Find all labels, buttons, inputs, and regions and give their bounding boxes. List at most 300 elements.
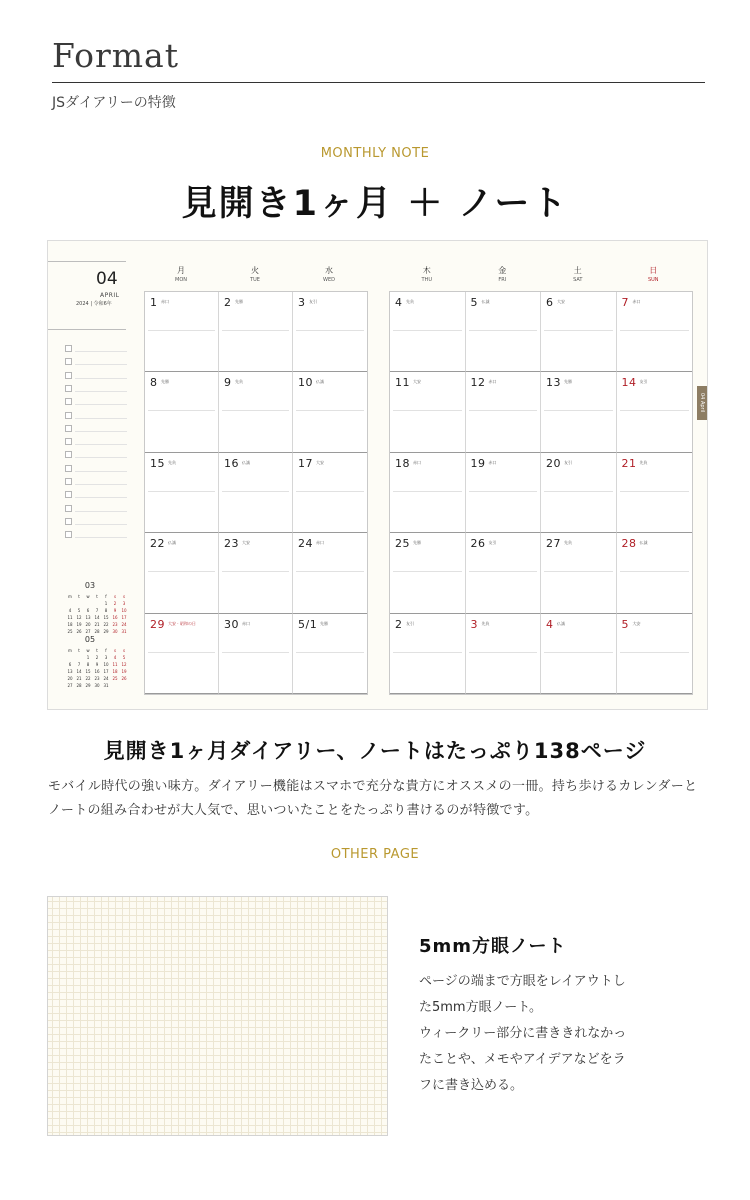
calendar-day-rokuyo: 先勝 bbox=[564, 379, 572, 385]
mini-calendar-day: 11 bbox=[112, 662, 118, 667]
mini-calendar-day: 30 bbox=[112, 629, 118, 634]
mini-calendar-title: 05 bbox=[84, 635, 96, 644]
calendar-cell-subline bbox=[469, 491, 538, 492]
todo-checkbox-icon bbox=[65, 451, 72, 458]
weekday-header-jp: 火 bbox=[251, 266, 259, 275]
mini-calendar-day: s bbox=[122, 594, 126, 599]
calendar-day-number: 30 bbox=[224, 617, 239, 631]
month-index-tab: 04 April bbox=[697, 386, 707, 420]
weekday-header bbox=[218, 265, 292, 283]
calendar-cell-subline bbox=[469, 652, 538, 653]
mini-calendar-day: f bbox=[105, 594, 107, 599]
calendar-day-cell bbox=[219, 614, 293, 694]
weekday-header bbox=[540, 265, 616, 283]
mini-calendar-day: t bbox=[78, 648, 80, 653]
mini-calendar-day: 6 bbox=[86, 608, 90, 613]
mini-calendar-day: 23 bbox=[94, 676, 100, 681]
mini-calendar-day: 31 bbox=[103, 683, 109, 688]
calendar-day-rokuyo: 先勝 bbox=[235, 299, 243, 304]
mini-calendar-day: 31 bbox=[121, 629, 127, 634]
calendar-day-cell bbox=[466, 453, 542, 533]
calendar-day-cell bbox=[390, 614, 466, 694]
calendar-day-number: 15 bbox=[150, 456, 165, 470]
weekday-header bbox=[616, 265, 692, 283]
mini-calendar-day: t bbox=[78, 594, 80, 599]
todo-checkbox-icon bbox=[65, 438, 72, 445]
mini-calendar-day: 21 bbox=[76, 676, 82, 681]
calendar-day-cell bbox=[390, 372, 466, 452]
calendar-day-cell bbox=[617, 533, 693, 613]
mini-calendar-day: s bbox=[122, 648, 126, 653]
todo-checkbox-icon bbox=[65, 372, 72, 379]
note-line: ページの端まで方眼をレイアウトし bbox=[419, 974, 626, 989]
mini-calendar-day bbox=[111, 683, 119, 688]
mini-calendar-day: 22 bbox=[85, 676, 91, 681]
mini-calendar-row bbox=[66, 683, 128, 688]
weekday-header bbox=[144, 265, 218, 283]
mini-calendar-day: 29 bbox=[85, 683, 91, 688]
calendar-cell-subline bbox=[393, 571, 462, 572]
weekday-header-en: SUN bbox=[647, 277, 659, 283]
todo-checkbox-icon bbox=[65, 478, 72, 485]
calendar-day-rokuyo: 大安 bbox=[242, 540, 250, 546]
calendar-day-cell bbox=[541, 533, 617, 613]
calendar-cell-subline bbox=[620, 571, 690, 572]
calendar-cell-subline bbox=[222, 491, 289, 492]
note-line: た5mm方眼ノート。 bbox=[419, 1000, 543, 1015]
section-description: モバイル時代の強い味方。ダイアリー機能はスマホで充分な貴方にオススメの一冊。持ち歩けるカレンダーとノートの組み合わせが大人気で、思いついたことをたっぷり書けるのが特徴です。 bbox=[48, 779, 698, 818]
todo-checkbox-icon bbox=[65, 345, 72, 352]
calendar-cell-subline bbox=[148, 571, 215, 572]
calendar-day-rokuyo: 先負 bbox=[406, 299, 414, 304]
weekday-header-jp: 日 bbox=[649, 266, 658, 275]
mini-calendar-day: 26 bbox=[121, 676, 127, 681]
mini-calendar-day: 7 bbox=[77, 662, 81, 667]
mini-calendar-day bbox=[66, 655, 74, 660]
calendar-cell-subline bbox=[544, 491, 613, 492]
calendar-cell-subline bbox=[393, 491, 462, 492]
calendar-day-rokuyo: 大安 bbox=[557, 299, 565, 304]
weekday-header bbox=[389, 265, 465, 283]
calendar-day-rokuyo: 先勝 bbox=[320, 620, 328, 626]
calendar-day-cell bbox=[145, 292, 219, 372]
mini-calendar-day: 20 bbox=[67, 676, 73, 681]
note-line: フに書き込める。 bbox=[419, 1078, 524, 1093]
mini-calendar-row bbox=[66, 669, 128, 674]
mini-calendar-row bbox=[66, 594, 128, 599]
weekday-header-jp: 金 bbox=[498, 266, 507, 275]
calendar-day-number: 16 bbox=[224, 456, 239, 470]
section-headline-diary: 見開き1ヶ月ダイアリー、ノートはたっぷり138ページ bbox=[103, 739, 647, 763]
mini-calendar-day: 19 bbox=[76, 622, 82, 627]
calendar-day-cell bbox=[219, 372, 293, 452]
calendar-day-number: 29 bbox=[150, 617, 165, 631]
calendar-left-page bbox=[144, 291, 368, 695]
calendar-day-rokuyo: 先負 bbox=[564, 540, 572, 546]
mini-calendar-day: 2 bbox=[95, 655, 99, 660]
calendar-day-rokuyo: 赤口 bbox=[488, 459, 497, 465]
mini-calendar-day: 20 bbox=[85, 622, 91, 627]
calendar-right-page bbox=[389, 291, 693, 695]
calendar-day-number: 26 bbox=[470, 537, 486, 551]
note-line: ウィークリー部分に書ききれなかっ bbox=[419, 1026, 627, 1041]
calendar-day-number: 7 bbox=[621, 296, 629, 309]
calendar-day-rokuyo: 赤口 bbox=[161, 299, 169, 304]
calendar-day-rokuyo: 大安 bbox=[632, 620, 641, 626]
mini-calendar-row bbox=[66, 622, 128, 627]
calendar-day-rokuyo: 仏滅 bbox=[242, 459, 250, 465]
todo-checkbox-icon bbox=[65, 412, 72, 419]
calendar-day-rokuyo: 友引 bbox=[564, 459, 572, 465]
todo-line bbox=[75, 404, 127, 405]
calendar-day-rokuyo: 赤口 bbox=[242, 620, 250, 626]
weekday-header-jp: 水 bbox=[325, 266, 333, 275]
calendar-day-cell bbox=[617, 453, 693, 533]
diary-sidebar bbox=[48, 241, 130, 709]
calendar-day-rokuyo: 仏滅 bbox=[557, 620, 565, 626]
mini-calendar-day: 19 bbox=[121, 669, 127, 674]
calendar-day-cell bbox=[293, 533, 367, 613]
mini-calendar-day: 3 bbox=[122, 601, 126, 606]
mini-calendar-day: t bbox=[96, 594, 98, 599]
calendar-day-cell bbox=[617, 292, 693, 372]
calendar-day-cell bbox=[390, 533, 466, 613]
mini-calendar-day bbox=[93, 601, 101, 606]
mini-calendar-day bbox=[84, 601, 92, 606]
todo-line bbox=[75, 351, 127, 352]
note-line: たことや、メモやアイデアなどをラ bbox=[419, 1052, 626, 1067]
calendar-day-number: 14 bbox=[621, 376, 637, 390]
mini-calendar-day: 7 bbox=[95, 608, 99, 613]
calendar-day-cell bbox=[145, 372, 219, 452]
todo-checkbox-icon bbox=[65, 358, 72, 365]
calendar-day-rokuyo: 先勝 bbox=[161, 379, 169, 385]
mini-calendar-day: f bbox=[105, 648, 107, 653]
calendar-cell-subline bbox=[296, 491, 364, 492]
mini-calendar-day: w bbox=[86, 594, 90, 599]
mini-calendar-day: 27 bbox=[85, 629, 91, 634]
mini-calendar-day: 25 bbox=[67, 629, 73, 634]
mini-calendar-day: 30 bbox=[94, 683, 100, 688]
todo-line bbox=[75, 364, 127, 365]
todo-line bbox=[75, 497, 127, 498]
weekday-header-jp: 月 bbox=[177, 266, 185, 275]
mini-calendar-day: 27 bbox=[67, 683, 73, 688]
calendar-day-rokuyo: 仏滅 bbox=[316, 379, 324, 385]
calendar-cell-subline bbox=[544, 410, 613, 411]
diary-month-name: APRIL bbox=[100, 292, 120, 299]
calendar-cell-subline bbox=[148, 330, 215, 331]
calendar-day-cell bbox=[390, 292, 466, 372]
calendar-day-rokuyo: 友引 bbox=[639, 379, 648, 385]
mini-calendar-day: 29 bbox=[103, 629, 109, 634]
weekday-header bbox=[465, 265, 541, 283]
calendar-day-number: 27 bbox=[546, 537, 561, 551]
mini-calendar-day: 17 bbox=[121, 615, 127, 620]
mini-calendar-day: 18 bbox=[67, 622, 73, 627]
calendar-day-number: 21 bbox=[621, 456, 637, 470]
todo-line bbox=[75, 391, 127, 392]
mini-calendar-day: 28 bbox=[94, 629, 100, 634]
title-divider bbox=[52, 82, 705, 83]
weekday-header-jp: 土 bbox=[573, 266, 582, 275]
weekday-header-en: WED bbox=[323, 277, 335, 283]
calendar-cell-subline bbox=[469, 410, 538, 411]
calendar-day-number: 28 bbox=[621, 537, 637, 551]
calendar-day-number: 3 bbox=[298, 296, 306, 309]
mini-calendar-day: 12 bbox=[121, 662, 127, 667]
calendar-day-rokuyo: 大安 bbox=[316, 459, 324, 465]
mini-calendar-day: 8 bbox=[104, 608, 108, 613]
section-kicker-monthly: MONTHLY NOTE bbox=[320, 146, 430, 161]
mini-calendar-day: 24 bbox=[103, 676, 109, 681]
calendar-day-cell bbox=[219, 453, 293, 533]
mini-calendar-day: m bbox=[68, 594, 72, 599]
calendar-day-number: 11 bbox=[395, 376, 410, 390]
graph-note-image bbox=[47, 896, 388, 1136]
mini-calendar-day: 18 bbox=[112, 669, 118, 674]
calendar-cell-subline bbox=[148, 491, 215, 492]
calendar-day-number: 18 bbox=[395, 456, 410, 470]
mini-calendar-row bbox=[66, 655, 128, 660]
weekday-header-en: MON bbox=[175, 277, 187, 283]
calendar-day-rokuyo: 先負 bbox=[168, 459, 176, 465]
todo-line bbox=[75, 537, 127, 538]
note-title: 5mm方眼ノート bbox=[419, 936, 567, 957]
calendar-day-cell bbox=[466, 292, 542, 372]
calendar-day-number: 24 bbox=[298, 537, 313, 551]
mini-calendar-day: 6 bbox=[68, 662, 72, 667]
calendar-day-rokuyo: 先負 bbox=[639, 459, 648, 465]
mini-calendar-day bbox=[75, 601, 83, 606]
calendar-cell-subline bbox=[620, 652, 690, 653]
calendar-day-number: 6 bbox=[546, 296, 554, 309]
calendar-cell-subline bbox=[148, 652, 215, 653]
mini-calendar-day: 9 bbox=[95, 662, 99, 667]
calendar-day-rokuyo: 仏滅 bbox=[168, 540, 176, 546]
calendar-day-number: 5 bbox=[470, 296, 478, 309]
mini-calendar-day: 15 bbox=[103, 615, 109, 620]
weekday-header-jp: 木 bbox=[422, 266, 431, 275]
mini-calendar-day: 10 bbox=[103, 662, 109, 667]
calendar-day-cell bbox=[293, 292, 367, 372]
calendar-day-cell bbox=[541, 372, 617, 452]
mini-calendar-day: t bbox=[96, 648, 98, 653]
calendar-day-cell bbox=[617, 372, 693, 452]
mini-calendar-row bbox=[66, 676, 128, 681]
mini-calendar-day: 21 bbox=[94, 622, 100, 627]
calendar-day-cell bbox=[541, 453, 617, 533]
mini-calendar-day: 23 bbox=[112, 622, 118, 627]
mini-calendar-row bbox=[66, 629, 128, 634]
calendar-cell-subline bbox=[544, 571, 613, 572]
mini-calendar-row bbox=[66, 648, 128, 653]
mini-calendar-day: 13 bbox=[67, 669, 73, 674]
calendar-day-number: 8 bbox=[150, 376, 158, 390]
calendar-cell-subline bbox=[620, 330, 690, 331]
mini-calendar-day: 1 bbox=[86, 655, 90, 660]
calendar-day-cell bbox=[145, 453, 219, 533]
mini-calendar-day: 28 bbox=[76, 683, 82, 688]
todo-line bbox=[75, 418, 127, 419]
calendar-day-number: 9 bbox=[224, 376, 232, 390]
weekday-header-en: FRI bbox=[498, 277, 507, 283]
calendar-day-number: 5 bbox=[621, 617, 629, 631]
mini-calendar-day bbox=[66, 601, 74, 606]
calendar-cell-subline bbox=[393, 410, 462, 411]
mini-calendar-day: 5 bbox=[122, 655, 126, 660]
mini-calendar-day: 16 bbox=[94, 669, 100, 674]
todo-line bbox=[75, 511, 127, 512]
mini-calendar-day: 10 bbox=[121, 608, 127, 613]
section-kicker-other: OTHER PAGE bbox=[330, 847, 420, 862]
todo-checkbox-icon bbox=[65, 518, 72, 525]
calendar-cell-subline bbox=[296, 652, 364, 653]
page-title: Format bbox=[52, 36, 179, 75]
calendar-day-cell bbox=[145, 533, 219, 613]
todo-line bbox=[75, 524, 127, 525]
mini-calendar-day: 12 bbox=[76, 615, 82, 620]
mini-calendar-day bbox=[120, 683, 128, 688]
section-headline-monthly: 見開き1ヶ月 ＋ ノート bbox=[181, 184, 569, 224]
calendar-day-cell bbox=[466, 614, 542, 694]
mini-calendar-day: 4 bbox=[113, 655, 117, 660]
calendar-day-rokuyo: 大安 · 昭和の日 bbox=[168, 620, 196, 626]
weekday-header-en: TUE bbox=[250, 277, 260, 283]
todo-checkbox-icon bbox=[65, 385, 72, 392]
calendar-day-cell bbox=[541, 614, 617, 694]
mini-calendar-day: 17 bbox=[103, 669, 109, 674]
calendar-cell-subline bbox=[469, 330, 538, 331]
calendar-day-rokuyo: 先負 bbox=[235, 379, 243, 385]
calendar-cell-subline bbox=[296, 410, 364, 411]
mini-calendar-day: 15 bbox=[85, 669, 91, 674]
calendar-cell-subline bbox=[469, 571, 538, 572]
calendar-day-cell bbox=[293, 453, 367, 533]
mini-calendar-day: 2 bbox=[113, 601, 117, 606]
mini-calendar-day: 1 bbox=[104, 601, 108, 606]
calendar-cell-subline bbox=[620, 491, 690, 492]
weekday-header bbox=[292, 265, 366, 283]
calendar-day-rokuyo: 仏滅 bbox=[481, 299, 490, 304]
diary-year-line: 2024 | 令和6年 bbox=[76, 301, 112, 307]
mini-calendar-day: 4 bbox=[68, 608, 72, 613]
mini-calendar-day: m bbox=[68, 648, 72, 653]
mini-calendar-day: 22 bbox=[103, 622, 109, 627]
todo-checkbox-icon bbox=[65, 531, 72, 538]
mini-calendar-row bbox=[66, 615, 128, 620]
weekday-header-en: SAT bbox=[573, 277, 583, 283]
calendar-day-cell bbox=[466, 372, 542, 452]
calendar-cell-subline bbox=[393, 652, 462, 653]
calendar-day-cell bbox=[219, 533, 293, 613]
calendar-cell-subline bbox=[222, 652, 289, 653]
weekday-header-en: THU bbox=[421, 277, 432, 283]
calendar-day-cell bbox=[219, 292, 293, 372]
mini-calendar-row bbox=[66, 662, 128, 667]
calendar-cell-subline bbox=[148, 410, 215, 411]
calendar-day-number: 1 bbox=[150, 296, 158, 309]
calendar-cell-subline bbox=[222, 330, 289, 331]
calendar-day-number: 5/1 bbox=[298, 617, 318, 631]
calendar-day-rokuyo: 赤口 bbox=[316, 540, 324, 546]
mini-calendar-day: 11 bbox=[67, 615, 73, 620]
page-subtitle: JSダイアリーの特徴 bbox=[52, 95, 176, 111]
calendar-cell-subline bbox=[296, 330, 364, 331]
calendar-cell-subline bbox=[222, 571, 289, 572]
todo-checkbox-icon bbox=[65, 505, 72, 512]
calendar-cell-subline bbox=[393, 330, 462, 331]
calendar-day-number: 2 bbox=[224, 296, 232, 309]
calendar-day-cell bbox=[466, 533, 542, 613]
calendar-day-cell bbox=[293, 614, 367, 694]
calendar-day-number: 17 bbox=[298, 456, 313, 470]
sidebar-rule bbox=[48, 261, 126, 262]
calendar-cell-subline bbox=[620, 410, 690, 411]
calendar-day-number: 23 bbox=[224, 537, 239, 551]
calendar-day-rokuyo: 先勝 bbox=[413, 540, 421, 546]
calendar-day-number: 19 bbox=[470, 456, 486, 470]
calendar-day-cell bbox=[541, 292, 617, 372]
calendar-day-number: 2 bbox=[395, 617, 403, 631]
calendar-day-number: 25 bbox=[395, 537, 410, 551]
note-description bbox=[419, 969, 684, 1099]
calendar-day-cell bbox=[145, 614, 219, 694]
mini-calendar-day: 5 bbox=[77, 608, 81, 613]
mini-calendar-row bbox=[66, 608, 128, 613]
todo-line bbox=[75, 484, 127, 485]
calendar-day-number: 13 bbox=[546, 376, 561, 390]
calendar-cell-subline bbox=[544, 330, 613, 331]
calendar-day-number: 12 bbox=[470, 376, 486, 390]
calendar-day-number: 20 bbox=[546, 456, 561, 470]
todo-line bbox=[75, 431, 127, 432]
todo-checkbox-icon bbox=[65, 465, 72, 472]
calendar-day-cell bbox=[390, 453, 466, 533]
mini-calendar-row bbox=[66, 601, 128, 606]
mini-calendar-day: 14 bbox=[94, 615, 100, 620]
calendar-day-rokuyo: 友引 bbox=[488, 540, 497, 546]
todo-checkbox-icon bbox=[65, 398, 72, 405]
mini-calendar-day: 8 bbox=[86, 662, 90, 667]
calendar-day-cell bbox=[293, 372, 367, 452]
todo-line bbox=[75, 457, 127, 458]
calendar-day-rokuyo: 友引 bbox=[406, 620, 414, 626]
todo-checkbox-icon bbox=[65, 491, 72, 498]
calendar-day-rokuyo: 大安 bbox=[413, 379, 421, 385]
sidebar-rule bbox=[48, 329, 126, 330]
calendar-day-number: 22 bbox=[150, 537, 165, 551]
todo-line bbox=[75, 378, 127, 379]
mini-calendar-day: 14 bbox=[76, 669, 82, 674]
diary-month-number: 04 bbox=[96, 269, 118, 289]
mini-calendar-day bbox=[75, 655, 83, 660]
todo-line bbox=[75, 444, 127, 445]
calendar-cell-subline bbox=[296, 571, 364, 572]
mini-calendar-day: 24 bbox=[121, 622, 127, 627]
mini-calendar-day: 9 bbox=[113, 608, 117, 613]
todo-checkbox-icon bbox=[65, 425, 72, 432]
calendar-day-number: 4 bbox=[395, 296, 403, 309]
calendar-day-rokuyo: 赤口 bbox=[632, 299, 641, 304]
calendar-day-number: 10 bbox=[298, 376, 313, 390]
calendar-day-rokuyo: 仏滅 bbox=[639, 540, 648, 546]
calendar-cell-subline bbox=[222, 410, 289, 411]
calendar-day-rokuyo: 赤口 bbox=[413, 459, 421, 465]
mini-calendar-day: s bbox=[113, 648, 117, 653]
calendar-day-rokuyo: 先負 bbox=[481, 620, 490, 626]
mini-calendar-day: 13 bbox=[85, 615, 91, 620]
